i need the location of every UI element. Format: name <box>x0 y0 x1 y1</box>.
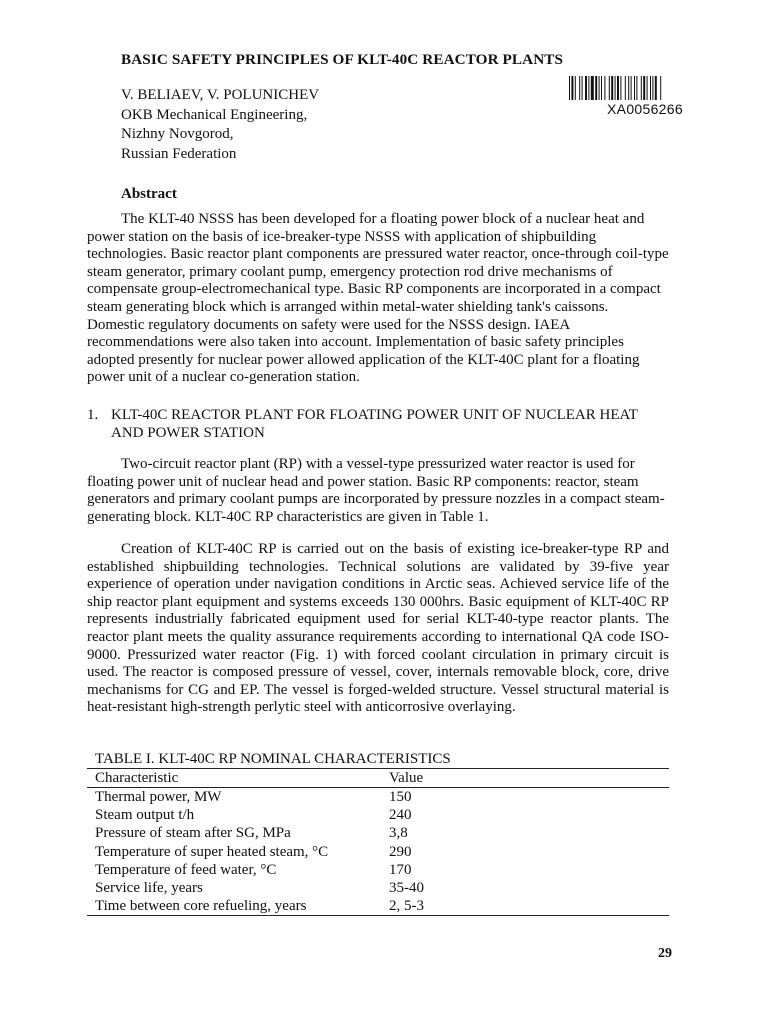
affiliation: OKB Mechanical Engineering, <box>121 106 308 123</box>
author-block <box>121 86 319 164</box>
table-row <box>87 879 669 897</box>
table-row <box>87 806 669 824</box>
table-cell: 35-40 <box>389 880 424 897</box>
column-header: Characteristic <box>95 770 179 786</box>
table-row <box>87 897 669 916</box>
report-id: XA0056266 <box>607 101 683 117</box>
table-cell: 240 <box>389 807 412 824</box>
table-caption: TABLE I. KLT-40C RP NOMINAL CHARACTERISTICS <box>95 751 451 767</box>
barcode-image <box>569 76 711 100</box>
table-cell: Temperature of feed water, °C <box>95 861 277 878</box>
table-cell: 3,8 <box>389 825 408 842</box>
section-number: 1. <box>87 407 99 423</box>
paper-title: BASIC SAFETY PRINCIPLES OF KLT-40C REACTOR PLANTS <box>121 51 564 68</box>
table-cell: Thermal power, MW <box>95 789 222 805</box>
abstract-heading: Abstract <box>121 186 177 202</box>
characteristics-table <box>87 768 669 916</box>
table-header-row <box>87 769 669 788</box>
abstract-text: The KLT-40 NSSS has been developed for a floating power block of a nuclear heat and power station on the basis of ice-breaker-type NSSS with application of shipbuilding technologies. Basic reactor plant components are pressured water reactor, once-through coil-type steam generator, primary coolant pump, emergency protection rod drive mechanisms of compensate group-electromechanical type. Basic RP components are incorporated in a compact steam generating block which is arranged within metal-water shielding tank's caissons. Domestic regulatory documents on safety were used for the NSSS design. IAEA recommendations were also taken into account. Implementation of basic safety principles adopted presently for nuclear power allowed application of the KLT-40C plant for a floating power unit of a nuclear co-generation station. <box>87 211 669 386</box>
table-row <box>87 824 669 842</box>
table-cell: Temperature of super heated steam, °C <box>95 843 329 860</box>
table-cell: 290 <box>389 843 412 860</box>
country: Russian Federation <box>121 145 237 162</box>
author-names: V. BELIAEV, V. POLUNICHEV <box>121 87 320 103</box>
page-number: 29 <box>658 946 672 961</box>
column-header: Value <box>389 770 424 786</box>
table-row <box>87 861 669 879</box>
table-cell: 170 <box>389 861 412 878</box>
city: Nizhny Novgorod, <box>121 126 234 142</box>
table-cell: 2, 5-3 <box>389 898 424 915</box>
section-title: KLT-40C REACTOR PLANT FOR FLOATING POWER UNIT OF NUCLEAR HEAT AND POWER STATION <box>111 407 638 441</box>
table-cell: Steam output t/h <box>95 807 195 824</box>
table-cell: Time between core refueling, years <box>95 898 307 915</box>
table-row <box>87 788 669 807</box>
table-cell: 150 <box>389 789 412 805</box>
body-paragraph: Two-circuit reactor plant (RP) with a vessel-type pressurized water reactor is used for floating power unit of nuclear head and power station. Basic RP components: reactor, steam generators and primary coolant pumps are incorporated by pressure nozzles in a compact steam-generating block. KLT-40C RP characteristics are given in Table 1. <box>87 456 665 525</box>
body-paragraph: Creation of KLT-40C RP is carried out on the basis of existing ice-breaker-type RP and established shipbuilding technologies. Technical solutions are validated by 39-five year experience of operation under navigation conditions in Arctic seas. Achieved service life of the ship reactor plant equipment and systems exceeds 130 000hrs. Basic equipment of KLT-40C RP represents industrially fabricated equipment used for serial KLT-40-type reactor plants. The reactor plant meets the quality assurance requirements according to international QA code ISO-9000. Pressurized water reactor (Fig. 1) with forced coolant circulation in primary circuit is used. The reactor is composed pressure of vessel, cover, internals removable block, core, drive mechanisms for CG and EP. The vessel is forged-welded structure. Vessel structural material is heat-resistant high-strength perlytic steel with anticorrosive overlaying. <box>87 541 669 716</box>
table-cell: Service life, years <box>95 880 203 897</box>
table-cell: Pressure of steam after SG, MPa <box>95 825 291 842</box>
table-row <box>87 843 669 861</box>
